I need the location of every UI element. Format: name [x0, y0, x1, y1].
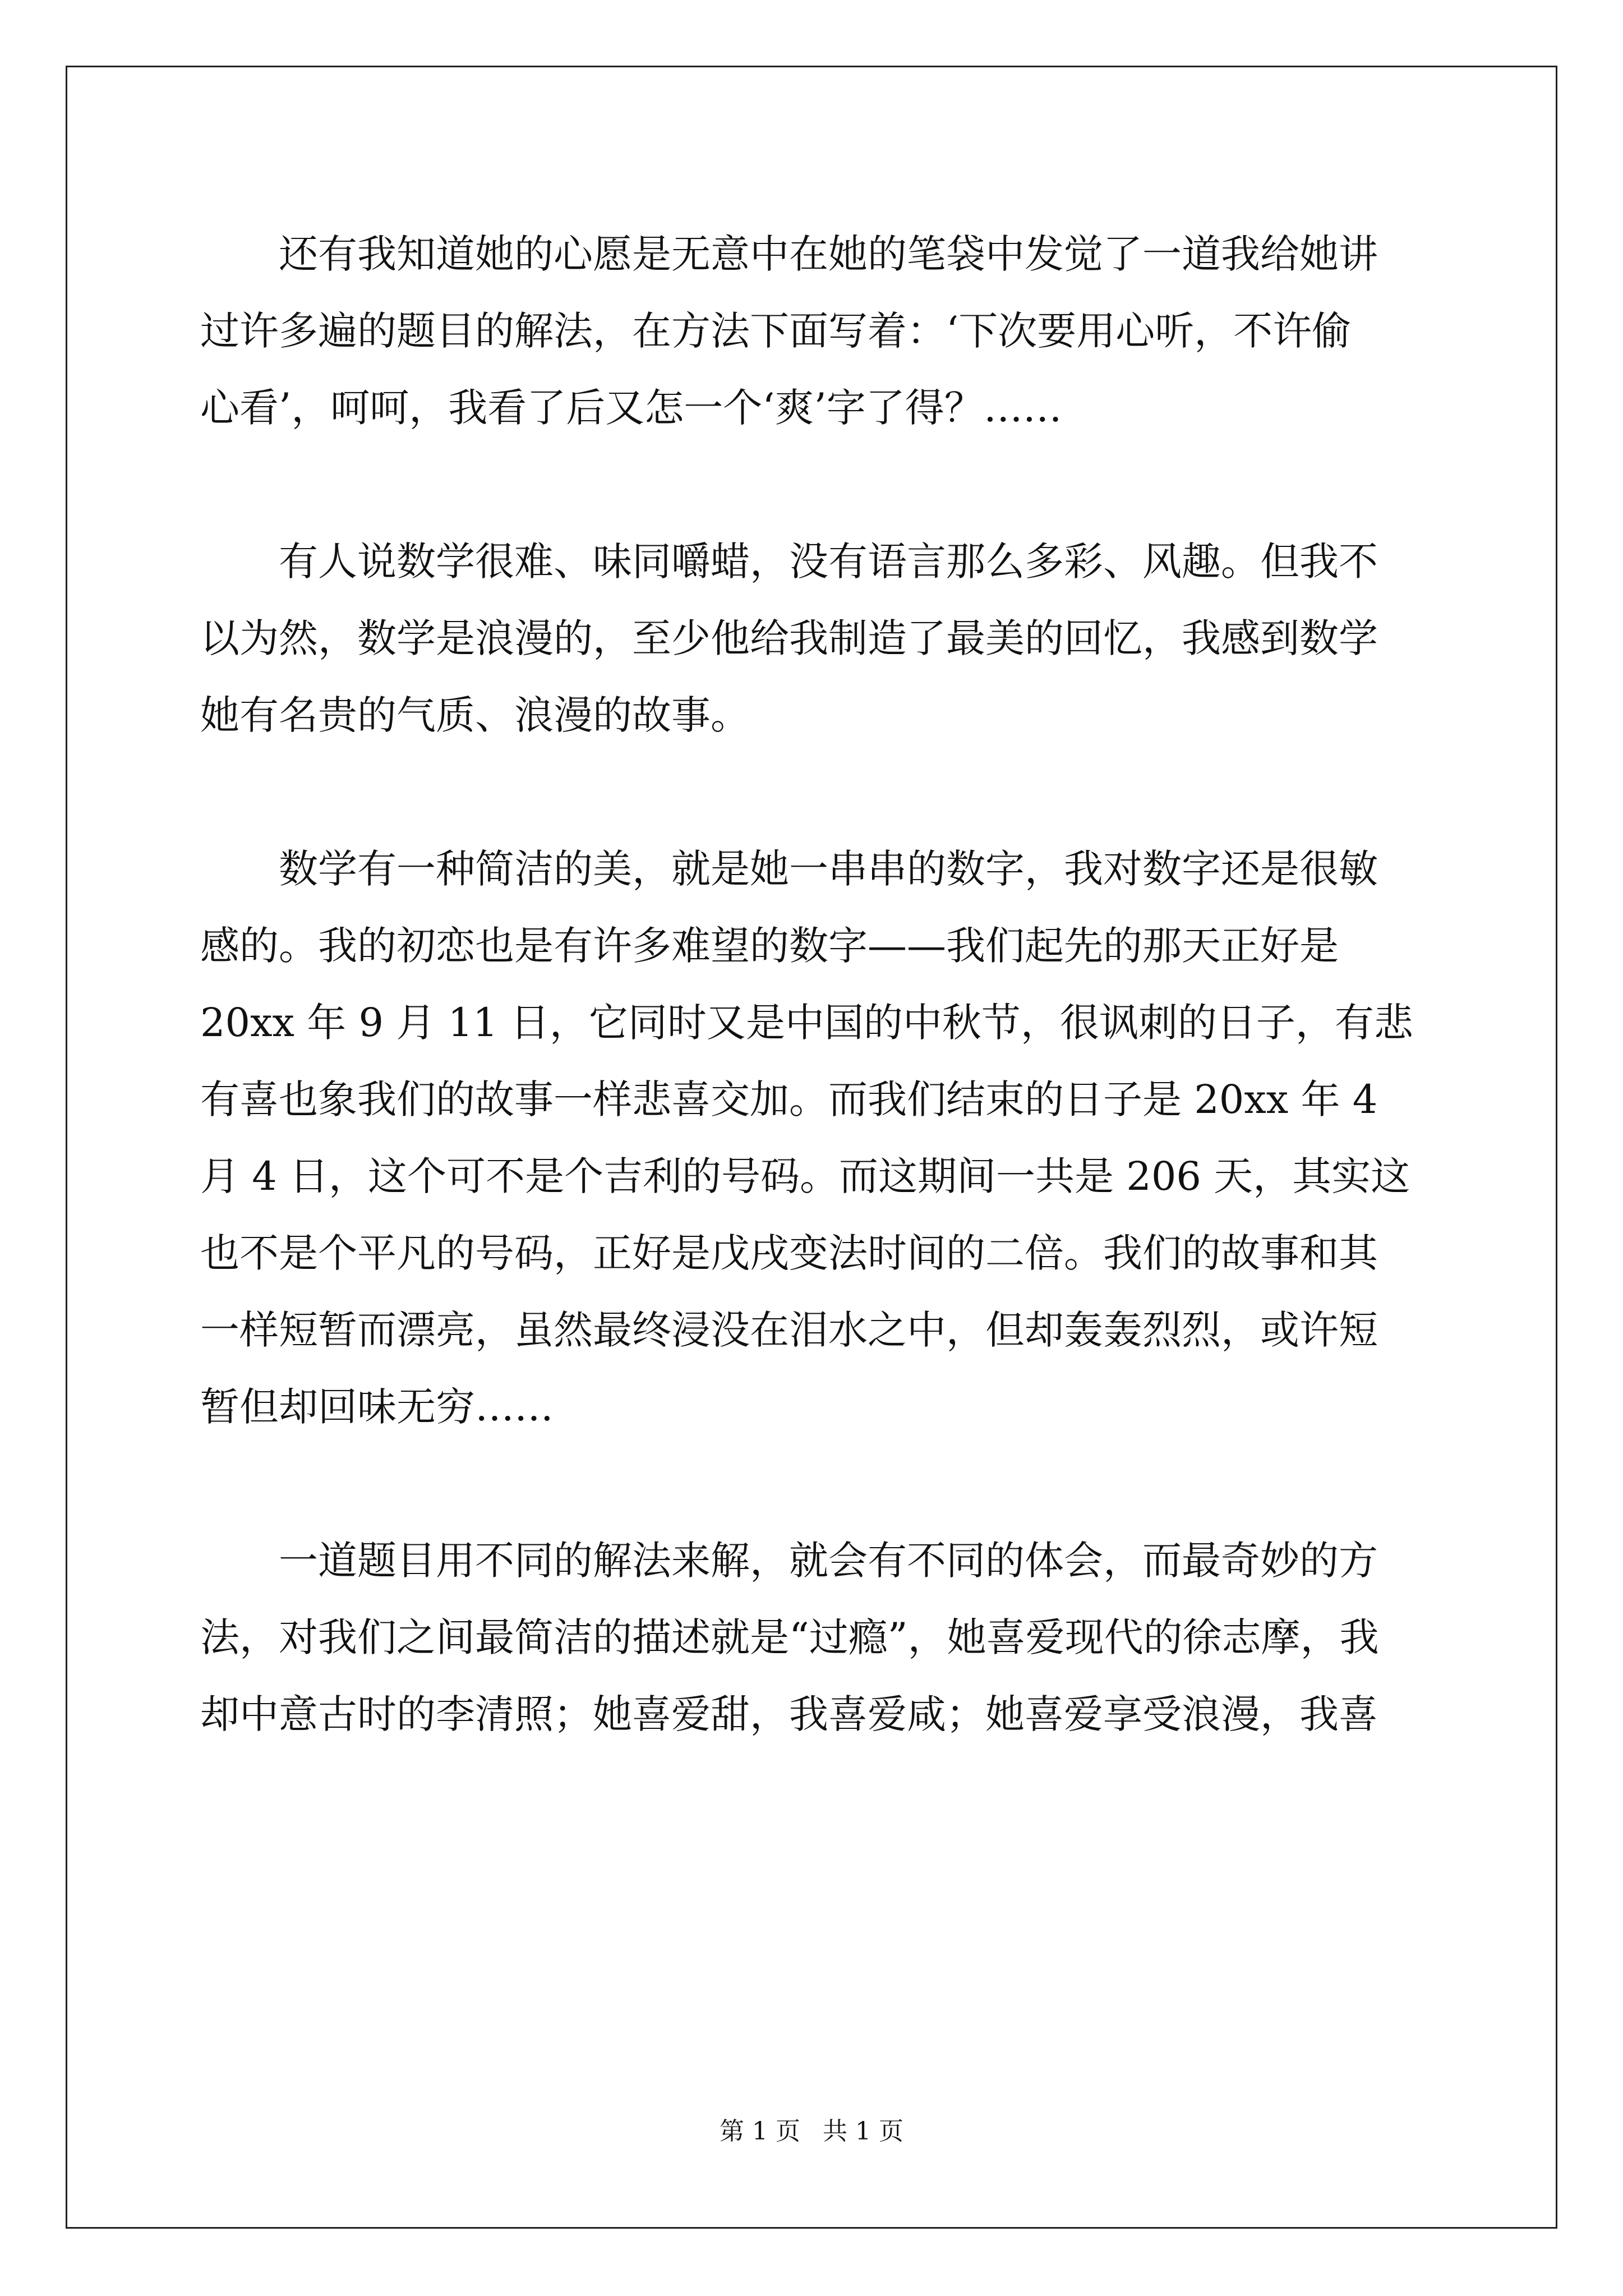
paragraph-line: 法，对我们之间最简洁的描述就是“过瘾”，她喜爱现代的徐志摩，我 — [200, 1614, 1379, 1660]
paragraph-line: 也不是个平凡的号码，正好是戊戌变法时间的二倍。我们的故事和其 — [200, 1230, 1378, 1276]
paragraph-line: 有喜也象我们的故事一样悲喜交加。而我们结束的日子是 20xx 年 4 — [200, 1076, 1378, 1122]
paragraph-1 — [200, 216, 1423, 447]
page-number: 第 1 页 — [720, 2117, 800, 2146]
paragraph-line: 一道题目用不同的解法来解，就会有不同的体会，而最奇妙的方 — [279, 1538, 1378, 1584]
paragraph-line: 有人说数学很难、味同嚼蜡，没有语言那么多彩、风趣。但我不 — [279, 539, 1378, 585]
paragraph-line: 以为然，数学是浪漫的，至少他给我制造了最美的回忆，我感到数学 — [200, 615, 1378, 661]
paragraph-line: 20xx 年 9 月 11 日，它同时又是中国的中秋节，很讽刺的日子，有悲 — [200, 1000, 1413, 1046]
paragraph-3 — [200, 831, 1423, 1446]
paragraph-line: 过许多遍的题目的解法，在方法下面写着：‘下次要用心听，不许偷 — [200, 308, 1352, 354]
page-total: 共 1 页 — [823, 2117, 903, 2146]
document-body — [200, 216, 1423, 1753]
paragraph-line: 心看’，呵呵，我看了后又怎一个‘爽’字了得？…… — [200, 385, 1062, 431]
paragraph-line: 一样短暂而漂亮，虽然最终浸没在泪水之中，但却轰轰烈烈，或许短 — [200, 1307, 1378, 1353]
paragraph-line: 数学有一种简洁的美，就是她一串串的数字，我对数字还是很敏 — [279, 846, 1378, 892]
paragraph-line: 暂但却回味无穷…… — [200, 1384, 554, 1430]
paragraph-line: 还有我知道她的心愿是无意中在她的笔袋中发觉了一道我给她讲 — [279, 231, 1378, 277]
paragraph-2 — [200, 523, 1423, 754]
paragraph-line: 她有名贵的气质、浪漫的故事。 — [200, 692, 750, 738]
paragraph-line: 月 4 日，这个可不是个吉利的号码。而这期间一共是 206 天，其实这 — [200, 1153, 1410, 1199]
paragraph-4 — [200, 1522, 1423, 1753]
paragraph-line: 却中意古时的李清照；她喜爱甜，我喜爱咸；她喜爱享受浪漫，我喜 — [200, 1691, 1378, 1737]
paragraph-line: 感的。我的初恋也是有许多难望的数字——我们起先的那天正好是 — [200, 923, 1339, 969]
page-footer — [0, 2115, 1623, 2148]
